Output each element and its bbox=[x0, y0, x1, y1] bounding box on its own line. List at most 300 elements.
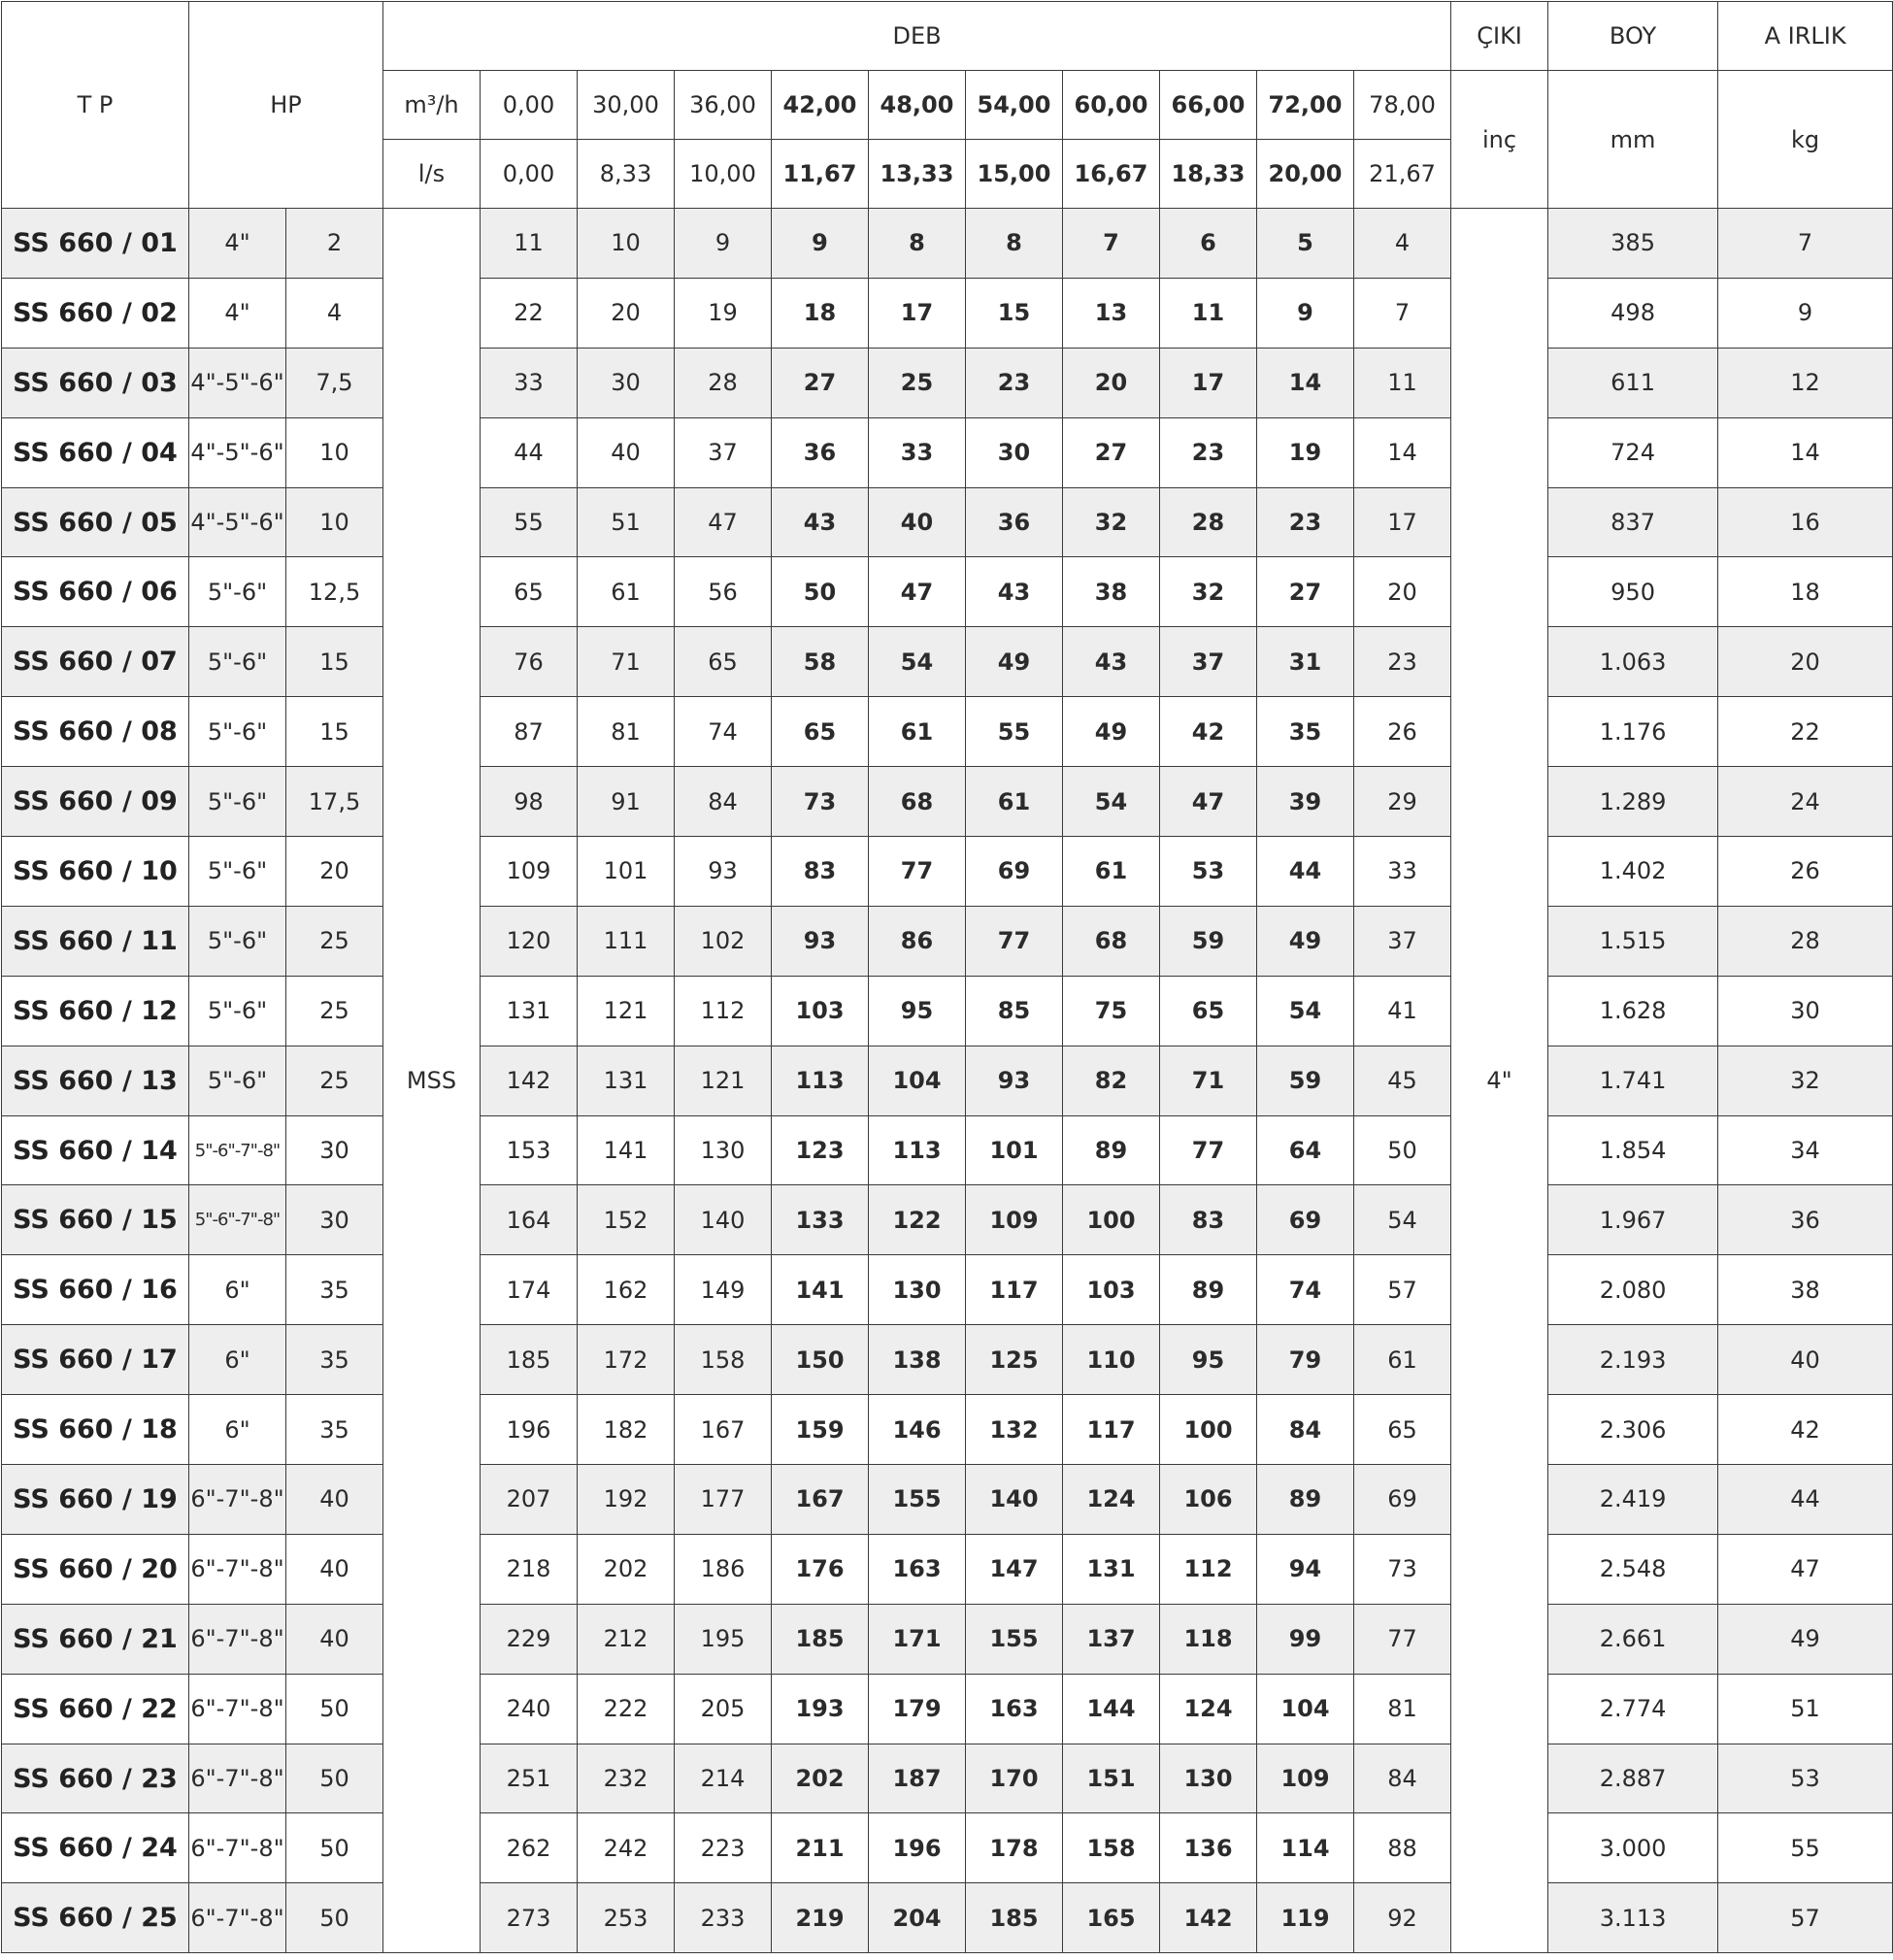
head-cell: 61 bbox=[966, 767, 1063, 837]
header-hp: HP bbox=[189, 2, 383, 209]
hp-cell: 10 bbox=[286, 487, 383, 557]
motor-size-cell: 5"-6" bbox=[189, 697, 286, 767]
table-row bbox=[2, 1395, 1893, 1465]
unit-m3h: m³/h bbox=[383, 71, 481, 140]
length-cell: 2.080 bbox=[1548, 1255, 1718, 1325]
head-cell: 54 bbox=[869, 627, 966, 697]
model-cell: SS 660 / 03 bbox=[2, 348, 189, 417]
head-cell: 56 bbox=[675, 557, 772, 627]
head-cell: 77 bbox=[1354, 1604, 1451, 1674]
head-cell: 87 bbox=[481, 697, 578, 767]
head-cell: 158 bbox=[1063, 1813, 1160, 1883]
head-cell: 89 bbox=[1257, 1465, 1354, 1535]
head-cell: 49 bbox=[966, 627, 1063, 697]
length-cell: 1.628 bbox=[1548, 976, 1718, 1046]
head-cell: 130 bbox=[1160, 1744, 1257, 1813]
head-cell: 74 bbox=[675, 697, 772, 767]
head-cell: 55 bbox=[966, 697, 1063, 767]
head-cell: 100 bbox=[1160, 1395, 1257, 1465]
hp-cell: 15 bbox=[286, 697, 383, 767]
head-cell: 77 bbox=[966, 906, 1063, 976]
head-cell: 131 bbox=[1063, 1534, 1160, 1604]
head-cell: 77 bbox=[1160, 1115, 1257, 1185]
head-cell: 186 bbox=[675, 1534, 772, 1604]
head-cell: 93 bbox=[966, 1046, 1063, 1115]
head-cell: 64 bbox=[1257, 1115, 1354, 1185]
motor-size-cell: 6"-7"-8" bbox=[189, 1534, 286, 1604]
motor-size-cell: 5"-6" bbox=[189, 627, 286, 697]
length-cell: 1.854 bbox=[1548, 1115, 1718, 1185]
table-row bbox=[2, 1674, 1893, 1744]
motor-size-cell: 5"-6" bbox=[189, 1046, 286, 1115]
flow-ls-3: 11,67 bbox=[772, 140, 869, 209]
head-cell: 151 bbox=[1063, 1744, 1160, 1813]
head-cell: 251 bbox=[481, 1744, 578, 1813]
head-cell: 93 bbox=[675, 837, 772, 907]
head-cell: 233 bbox=[675, 1883, 772, 1953]
head-cell: 7 bbox=[1063, 209, 1160, 279]
head-cell: 37 bbox=[1160, 627, 1257, 697]
head-cell: 54 bbox=[1257, 976, 1354, 1046]
head-cell: 185 bbox=[772, 1604, 869, 1674]
head-cell: 28 bbox=[1160, 487, 1257, 557]
head-cell: 93 bbox=[772, 906, 869, 976]
head-cell: 133 bbox=[772, 1185, 869, 1255]
hp-cell: 7,5 bbox=[286, 348, 383, 417]
model-cell: SS 660 / 20 bbox=[2, 1534, 189, 1604]
head-cell: 73 bbox=[772, 767, 869, 837]
model-cell: SS 660 / 07 bbox=[2, 627, 189, 697]
head-cell: 240 bbox=[481, 1674, 578, 1744]
weight-cell: 24 bbox=[1718, 767, 1893, 837]
head-cell: 18 bbox=[772, 278, 869, 348]
length-cell: 3.000 bbox=[1548, 1813, 1718, 1883]
head-cell: 82 bbox=[1063, 1046, 1160, 1115]
head-cell: 25 bbox=[869, 348, 966, 417]
head-cell: 137 bbox=[1063, 1604, 1160, 1674]
length-cell: 1.967 bbox=[1548, 1185, 1718, 1255]
motor-size-cell: 6"-7"-8" bbox=[189, 1744, 286, 1813]
head-cell: 165 bbox=[1063, 1883, 1160, 1953]
head-cell: 33 bbox=[1354, 837, 1451, 907]
head-cell: 159 bbox=[772, 1395, 869, 1465]
head-cell: 202 bbox=[578, 1534, 675, 1604]
head-cell: 9 bbox=[772, 209, 869, 279]
head-cell: 182 bbox=[578, 1395, 675, 1465]
head-cell: 167 bbox=[772, 1465, 869, 1535]
head-cell: 170 bbox=[966, 1744, 1063, 1813]
head-cell: 37 bbox=[675, 417, 772, 487]
head-cell: 23 bbox=[1160, 417, 1257, 487]
weight-cell: 40 bbox=[1718, 1325, 1893, 1395]
weight-cell: 51 bbox=[1718, 1674, 1893, 1744]
weight-cell: 34 bbox=[1718, 1115, 1893, 1185]
head-cell: 54 bbox=[1063, 767, 1160, 837]
head-cell: 30 bbox=[578, 348, 675, 417]
weight-cell: 36 bbox=[1718, 1185, 1893, 1255]
head-cell: 242 bbox=[578, 1813, 675, 1883]
head-cell: 125 bbox=[966, 1325, 1063, 1395]
head-cell: 20 bbox=[578, 278, 675, 348]
flow-ls-1: 8,33 bbox=[578, 140, 675, 209]
head-cell: 37 bbox=[1354, 906, 1451, 976]
model-cell: SS 660 / 21 bbox=[2, 1604, 189, 1674]
model-cell: SS 660 / 23 bbox=[2, 1744, 189, 1813]
motor-size-cell: 6" bbox=[189, 1395, 286, 1465]
head-cell: 30 bbox=[966, 417, 1063, 487]
head-cell: 202 bbox=[772, 1744, 869, 1813]
head-cell: 104 bbox=[869, 1046, 966, 1115]
head-cell: 17 bbox=[1354, 487, 1451, 557]
head-cell: 92 bbox=[1354, 1883, 1451, 1953]
head-cell: 69 bbox=[1257, 1185, 1354, 1255]
model-cell: SS 660 / 24 bbox=[2, 1813, 189, 1883]
head-cell: 59 bbox=[1257, 1046, 1354, 1115]
head-cell: 109 bbox=[1257, 1744, 1354, 1813]
table-row bbox=[2, 557, 1893, 627]
table-row bbox=[2, 209, 1893, 279]
hp-cell: 50 bbox=[286, 1883, 383, 1953]
head-cell: 112 bbox=[1160, 1534, 1257, 1604]
head-cell: 131 bbox=[481, 976, 578, 1046]
length-cell: 837 bbox=[1548, 487, 1718, 557]
weight-cell: 49 bbox=[1718, 1604, 1893, 1674]
flow-m3h-5: 54,00 bbox=[966, 71, 1063, 140]
motor-size-cell: 4"-5"-6" bbox=[189, 348, 286, 417]
weight-cell: 32 bbox=[1718, 1046, 1893, 1115]
head-cell: 176 bbox=[772, 1534, 869, 1604]
head-cell: 177 bbox=[675, 1465, 772, 1535]
head-cell: 141 bbox=[578, 1115, 675, 1185]
motor-size-cell: 5"-6" bbox=[189, 976, 286, 1046]
table-row bbox=[2, 1115, 1893, 1185]
flow-m3h-9: 78,00 bbox=[1354, 71, 1451, 140]
motor-size-cell: 6"-7"-8" bbox=[189, 1883, 286, 1953]
motor-size-cell: 5"-6"-7"-8" bbox=[189, 1185, 286, 1255]
unit-inch: inç bbox=[1451, 71, 1548, 209]
head-cell: 114 bbox=[1257, 1813, 1354, 1883]
motor-size-cell: 4" bbox=[189, 209, 286, 279]
model-cell: SS 660 / 04 bbox=[2, 417, 189, 487]
head-cell: 142 bbox=[481, 1046, 578, 1115]
head-cell: 136 bbox=[1160, 1813, 1257, 1883]
hp-cell: 15 bbox=[286, 627, 383, 697]
head-cell: 153 bbox=[481, 1115, 578, 1185]
length-cell: 611 bbox=[1548, 348, 1718, 417]
head-cell: 50 bbox=[1354, 1115, 1451, 1185]
hp-cell: 50 bbox=[286, 1744, 383, 1813]
head-cell: 273 bbox=[481, 1883, 578, 1953]
flow-m3h-1: 30,00 bbox=[578, 71, 675, 140]
head-cell: 214 bbox=[675, 1744, 772, 1813]
head-cell: 85 bbox=[966, 976, 1063, 1046]
head-cell: 142 bbox=[1160, 1883, 1257, 1953]
hp-cell: 17,5 bbox=[286, 767, 383, 837]
head-cell: 19 bbox=[675, 278, 772, 348]
head-cell: 192 bbox=[578, 1465, 675, 1535]
head-cell: 76 bbox=[481, 627, 578, 697]
length-cell: 2.548 bbox=[1548, 1534, 1718, 1604]
length-cell: 1.741 bbox=[1548, 1046, 1718, 1115]
head-cell: 141 bbox=[772, 1255, 869, 1325]
head-cell: 83 bbox=[1160, 1185, 1257, 1255]
head-cell: 61 bbox=[1354, 1325, 1451, 1395]
head-cell: 91 bbox=[578, 767, 675, 837]
head-cell: 179 bbox=[869, 1674, 966, 1744]
model-cell: SS 660 / 15 bbox=[2, 1185, 189, 1255]
head-cell: 84 bbox=[1257, 1395, 1354, 1465]
model-cell: SS 660 / 13 bbox=[2, 1046, 189, 1115]
head-cell: 36 bbox=[772, 417, 869, 487]
table-row bbox=[2, 417, 1893, 487]
model-cell: SS 660 / 06 bbox=[2, 557, 189, 627]
head-cell: 89 bbox=[1160, 1255, 1257, 1325]
motor-size-cell: 6"-7"-8" bbox=[189, 1465, 286, 1535]
model-cell: SS 660 / 12 bbox=[2, 976, 189, 1046]
head-cell: 68 bbox=[869, 767, 966, 837]
head-cell: 26 bbox=[1354, 697, 1451, 767]
head-cell: 33 bbox=[481, 348, 578, 417]
head-cell: 27 bbox=[772, 348, 869, 417]
table-row bbox=[2, 1813, 1893, 1883]
length-cell: 1.515 bbox=[1548, 906, 1718, 976]
head-cell: 104 bbox=[1257, 1674, 1354, 1744]
head-cell: 47 bbox=[869, 557, 966, 627]
flow-ls-4: 13,33 bbox=[869, 140, 966, 209]
model-cell: SS 660 / 18 bbox=[2, 1395, 189, 1465]
head-cell: 204 bbox=[869, 1883, 966, 1953]
head-cell: 68 bbox=[1063, 906, 1160, 976]
motor-size-cell: 6" bbox=[189, 1325, 286, 1395]
head-cell: 223 bbox=[675, 1813, 772, 1883]
head-cell: 81 bbox=[578, 697, 675, 767]
head-cell: 132 bbox=[966, 1395, 1063, 1465]
head-cell: 119 bbox=[1257, 1883, 1354, 1953]
weight-cell: 16 bbox=[1718, 487, 1893, 557]
motor-size-cell: 6" bbox=[189, 1255, 286, 1325]
head-cell: 222 bbox=[578, 1674, 675, 1744]
head-cell: 65 bbox=[675, 627, 772, 697]
table-row bbox=[2, 1185, 1893, 1255]
hp-cell: 30 bbox=[286, 1185, 383, 1255]
model-cell: SS 660 / 02 bbox=[2, 278, 189, 348]
length-cell: 1.176 bbox=[1548, 697, 1718, 767]
table-row bbox=[2, 697, 1893, 767]
head-cell: 144 bbox=[1063, 1674, 1160, 1744]
table-row bbox=[2, 976, 1893, 1046]
weight-cell: 7 bbox=[1718, 209, 1893, 279]
length-cell: 724 bbox=[1548, 417, 1718, 487]
length-cell: 498 bbox=[1548, 278, 1718, 348]
head-cell: 55 bbox=[481, 487, 578, 557]
head-cell: 43 bbox=[772, 487, 869, 557]
model-cell: SS 660 / 16 bbox=[2, 1255, 189, 1325]
head-cell: 124 bbox=[1160, 1674, 1257, 1744]
head-cell: 69 bbox=[966, 837, 1063, 907]
head-cell: 131 bbox=[578, 1046, 675, 1115]
head-cell: 44 bbox=[481, 417, 578, 487]
head-cell: 89 bbox=[1063, 1115, 1160, 1185]
outlet-cell: 4" bbox=[1451, 209, 1548, 1953]
head-cell: 9 bbox=[675, 209, 772, 279]
model-cell: SS 660 / 05 bbox=[2, 487, 189, 557]
head-cell: 6 bbox=[1160, 209, 1257, 279]
head-cell: 229 bbox=[481, 1604, 578, 1674]
head-cell: 47 bbox=[675, 487, 772, 557]
motor-size-cell: 5"-6" bbox=[189, 906, 286, 976]
head-cell: 86 bbox=[869, 906, 966, 976]
head-cell: 219 bbox=[772, 1883, 869, 1953]
head-cell: 23 bbox=[1257, 487, 1354, 557]
head-cell: 111 bbox=[578, 906, 675, 976]
head-cell: 101 bbox=[578, 837, 675, 907]
model-cell: SS 660 / 01 bbox=[2, 209, 189, 279]
head-cell: 253 bbox=[578, 1883, 675, 1953]
head-cell: 205 bbox=[675, 1674, 772, 1744]
table-row bbox=[2, 1325, 1893, 1395]
hp-cell: 20 bbox=[286, 837, 383, 907]
head-cell: 41 bbox=[1354, 976, 1451, 1046]
head-cell: 74 bbox=[1257, 1255, 1354, 1325]
head-cell: 195 bbox=[675, 1604, 772, 1674]
head-cell: 150 bbox=[772, 1325, 869, 1395]
head-cell: 44 bbox=[1257, 837, 1354, 907]
head-cell: 22 bbox=[481, 278, 578, 348]
head-cell: 8 bbox=[869, 209, 966, 279]
head-cell: 51 bbox=[578, 487, 675, 557]
head-cell: 163 bbox=[869, 1534, 966, 1604]
head-cell: 65 bbox=[1160, 976, 1257, 1046]
head-cell: 172 bbox=[578, 1325, 675, 1395]
head-cell: 8 bbox=[966, 209, 1063, 279]
head-cell: 211 bbox=[772, 1813, 869, 1883]
model-cell: SS 660 / 14 bbox=[2, 1115, 189, 1185]
head-cell: 49 bbox=[1257, 906, 1354, 976]
table-row bbox=[2, 1534, 1893, 1604]
head-cell: 124 bbox=[1063, 1465, 1160, 1535]
head-cell: 113 bbox=[772, 1046, 869, 1115]
head-cell: 49 bbox=[1063, 697, 1160, 767]
unit-ls: l/s bbox=[383, 140, 481, 209]
head-cell: 35 bbox=[1257, 697, 1354, 767]
head-cell: 155 bbox=[869, 1465, 966, 1535]
motor-size-cell: 6"-7"-8" bbox=[189, 1813, 286, 1883]
flow-ls-2: 10,00 bbox=[675, 140, 772, 209]
head-cell: 17 bbox=[869, 278, 966, 348]
length-cell: 2.193 bbox=[1548, 1325, 1718, 1395]
head-cell: 118 bbox=[1160, 1604, 1257, 1674]
head-cell: 14 bbox=[1354, 417, 1451, 487]
head-cell: 36 bbox=[966, 487, 1063, 557]
head-cell: 109 bbox=[966, 1185, 1063, 1255]
weight-cell: 57 bbox=[1718, 1883, 1893, 1953]
head-cell: 117 bbox=[1063, 1395, 1160, 1465]
table-row bbox=[2, 767, 1893, 837]
head-cell: 123 bbox=[772, 1115, 869, 1185]
head-cell: 109 bbox=[481, 837, 578, 907]
flow-m3h-8: 72,00 bbox=[1257, 71, 1354, 140]
head-cell: 187 bbox=[869, 1744, 966, 1813]
weight-cell: 12 bbox=[1718, 348, 1893, 417]
length-cell: 2.661 bbox=[1548, 1604, 1718, 1674]
hp-cell: 50 bbox=[286, 1813, 383, 1883]
table-row bbox=[2, 348, 1893, 417]
head-cell: 47 bbox=[1160, 767, 1257, 837]
head-cell: 106 bbox=[1160, 1465, 1257, 1535]
head-cell: 33 bbox=[869, 417, 966, 487]
motor-size-cell: 5"-6"-7"-8" bbox=[189, 1115, 286, 1185]
table-row bbox=[2, 906, 1893, 976]
head-cell: 40 bbox=[869, 487, 966, 557]
head-cell: 54 bbox=[1354, 1185, 1451, 1255]
head-cell: 27 bbox=[1063, 417, 1160, 487]
flow-m3h-7: 66,00 bbox=[1160, 71, 1257, 140]
hp-cell: 30 bbox=[286, 1115, 383, 1185]
head-cell: 162 bbox=[578, 1255, 675, 1325]
head-cell: 61 bbox=[869, 697, 966, 767]
weight-cell: 55 bbox=[1718, 1813, 1893, 1883]
head-cell: 32 bbox=[1160, 557, 1257, 627]
hp-cell: 50 bbox=[286, 1674, 383, 1744]
head-cell: 65 bbox=[481, 557, 578, 627]
length-cell: 1.063 bbox=[1548, 627, 1718, 697]
head-cell: 138 bbox=[869, 1325, 966, 1395]
length-cell: 3.113 bbox=[1548, 1883, 1718, 1953]
table-row bbox=[2, 837, 1893, 907]
head-cell: 69 bbox=[1354, 1465, 1451, 1535]
flow-ls-8: 20,00 bbox=[1257, 140, 1354, 209]
head-cell: 117 bbox=[966, 1255, 1063, 1325]
head-cell: 100 bbox=[1063, 1185, 1160, 1255]
weight-cell: 18 bbox=[1718, 557, 1893, 627]
head-cell: 29 bbox=[1354, 767, 1451, 837]
hp-cell: 2 bbox=[286, 209, 383, 279]
hp-cell: 12,5 bbox=[286, 557, 383, 627]
hp-cell: 40 bbox=[286, 1465, 383, 1535]
head-cell: 146 bbox=[869, 1395, 966, 1465]
flow-m3h-0: 0,00 bbox=[481, 71, 578, 140]
head-cell: 23 bbox=[1354, 627, 1451, 697]
hp-cell: 25 bbox=[286, 906, 383, 976]
table-row bbox=[2, 627, 1893, 697]
hp-cell: 40 bbox=[286, 1534, 383, 1604]
head-cell: 11 bbox=[481, 209, 578, 279]
model-cell: SS 660 / 08 bbox=[2, 697, 189, 767]
model-cell: SS 660 / 17 bbox=[2, 1325, 189, 1395]
head-cell: 7 bbox=[1354, 278, 1451, 348]
flow-m3h-2: 36,00 bbox=[675, 71, 772, 140]
hp-cell: 4 bbox=[286, 278, 383, 348]
head-cell: 17 bbox=[1160, 348, 1257, 417]
head-cell: 185 bbox=[966, 1883, 1063, 1953]
hp-cell: 35 bbox=[286, 1325, 383, 1395]
head-cell: 196 bbox=[481, 1395, 578, 1465]
head-cell: 20 bbox=[1354, 557, 1451, 627]
head-cell: 178 bbox=[966, 1813, 1063, 1883]
head-cell: 81 bbox=[1354, 1674, 1451, 1744]
head-cell: 88 bbox=[1354, 1813, 1451, 1883]
motor-size-cell: 4"-5"-6" bbox=[189, 487, 286, 557]
head-cell: 158 bbox=[675, 1325, 772, 1395]
length-cell: 1.289 bbox=[1548, 767, 1718, 837]
motor-size-cell: 5"-6" bbox=[189, 837, 286, 907]
head-cell: 84 bbox=[1354, 1744, 1451, 1813]
head-cell: 98 bbox=[481, 767, 578, 837]
head-cell: 218 bbox=[481, 1534, 578, 1604]
head-cell: 103 bbox=[772, 976, 869, 1046]
head-cell: 39 bbox=[1257, 767, 1354, 837]
flow-ls-0: 0,00 bbox=[481, 140, 578, 209]
